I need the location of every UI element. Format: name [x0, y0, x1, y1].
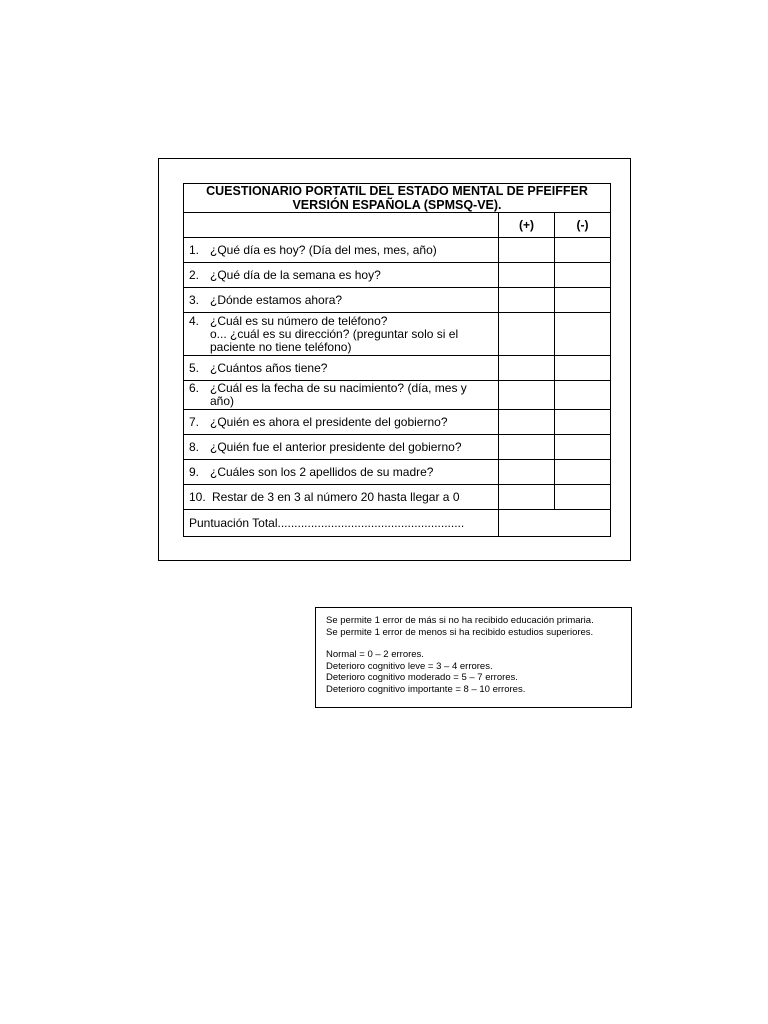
- answer-cell-minus[interactable]: [555, 435, 611, 460]
- question-number: 1.: [189, 242, 200, 257]
- note-line: Se permite 1 error de menos si ha recibido estudios superiores.: [326, 626, 594, 638]
- question-number: 6.: [189, 381, 200, 395]
- question-row-3: [184, 288, 611, 313]
- question-row-1: [184, 238, 611, 263]
- question-row-9: [184, 460, 611, 485]
- questionnaire-frame: [158, 158, 631, 561]
- question-text: ¿Cuáles son los 2 apellidos de su madre?: [210, 464, 434, 479]
- question-text-line-2: o... ¿cuál es su dirección? (preguntar solo si el: [210, 326, 459, 341]
- answer-cell-minus[interactable]: [555, 238, 611, 263]
- question-text: ¿Qué día es hoy? (Día del mes, mes, año): [210, 242, 437, 257]
- total-score-cell[interactable]: [499, 510, 611, 537]
- question-text: ¿Qué día de la semana es hoy?: [210, 267, 381, 282]
- answer-cell-plus[interactable]: [499, 356, 555, 381]
- answer-cell-minus[interactable]: [555, 356, 611, 381]
- answer-cell-minus[interactable]: [555, 263, 611, 288]
- title-line-1: CUESTIONARIO PORTATIL DEL ESTADO MENTAL DE PFEIFFER: [206, 184, 588, 198]
- title-line-2: VERSIÓN ESPAÑOLA (SPMSQ-VE).: [292, 198, 502, 212]
- column-header-minus: (-): [555, 213, 611, 238]
- question-number: 10.: [189, 489, 206, 504]
- answer-cell-plus[interactable]: [499, 288, 555, 313]
- note-line: Deterioro cognitivo moderado = 5 – 7 errores.: [326, 672, 518, 683]
- answer-cell-plus[interactable]: [499, 435, 555, 460]
- title-row: [184, 184, 611, 213]
- note-line: Se permite 1 error de más si no ha recibido educación primaria.: [326, 615, 594, 626]
- answer-cell-minus[interactable]: [555, 381, 611, 410]
- header-row: [184, 213, 611, 238]
- scoring-notes-box: [315, 607, 632, 708]
- header-blank-cell: [184, 213, 499, 238]
- question-text: ¿Cuántos años tiene?: [210, 360, 328, 375]
- question-row-10: [184, 485, 611, 510]
- question-text-line-3: paciente no tiene teléfono): [210, 339, 352, 354]
- question-text: ¿Quién es ahora el presidente del gobierno?: [210, 414, 448, 429]
- question-text: ¿Dónde estamos ahora?: [210, 292, 343, 307]
- answer-cell-plus[interactable]: [499, 485, 555, 510]
- question-row-4: [184, 313, 611, 356]
- question-number: 5.: [189, 360, 200, 375]
- question-text-line-1: ¿Cuál es la fecha de su nacimiento? (día, mes y: [210, 381, 467, 395]
- column-header-plus: (+): [499, 213, 555, 238]
- answer-cell-minus[interactable]: [555, 410, 611, 435]
- question-number: 8.: [189, 439, 200, 454]
- question-number: 2.: [189, 267, 200, 282]
- answer-cell-minus[interactable]: [555, 288, 611, 313]
- question-number: 9.: [189, 464, 200, 479]
- question-text-line-2: año): [210, 394, 235, 408]
- question-number: 4.: [189, 313, 200, 328]
- answer-cell-minus[interactable]: [555, 460, 611, 485]
- question-text: [210, 315, 494, 354]
- question-row-6: [184, 381, 611, 410]
- answer-cell-plus[interactable]: [499, 263, 555, 288]
- question-row-2: [184, 263, 611, 288]
- total-row: [184, 510, 611, 537]
- note-line: Normal = 0 – 2 errores.: [326, 649, 424, 660]
- note-line: Deterioro cognitivo importante = 8 – 10 errores.: [326, 683, 526, 695]
- pfeiffer-questionnaire-table: [183, 183, 611, 537]
- question-row-8: [184, 435, 611, 460]
- answer-cell-minus[interactable]: [555, 313, 611, 356]
- answer-cell-plus[interactable]: [499, 238, 555, 263]
- note-spacer: [326, 638, 621, 649]
- questionnaire-title: [184, 184, 611, 213]
- note-line: Deterioro cognitivo leve = 3 – 4 errores.: [326, 660, 493, 672]
- question-text: Restar de 3 en 3 al número 20 hasta llegar a 0: [212, 489, 460, 504]
- answer-cell-plus[interactable]: [499, 381, 555, 410]
- question-text: ¿Quién fue el anterior presidente del gobierno?: [210, 439, 462, 454]
- question-text: [210, 382, 494, 408]
- question-text-line-1: ¿Cuál es su número de teléfono?: [210, 313, 388, 328]
- answer-cell-plus[interactable]: [499, 313, 555, 356]
- answer-cell-minus[interactable]: [555, 485, 611, 510]
- question-row-7: [184, 410, 611, 435]
- question-number: 3.: [189, 292, 200, 307]
- answer-cell-plus[interactable]: [499, 410, 555, 435]
- answer-cell-plus[interactable]: [499, 460, 555, 485]
- total-score-label: Puntuación Total........................................................: [184, 510, 499, 537]
- question-number: 7.: [189, 414, 200, 429]
- question-row-5: [184, 356, 611, 381]
